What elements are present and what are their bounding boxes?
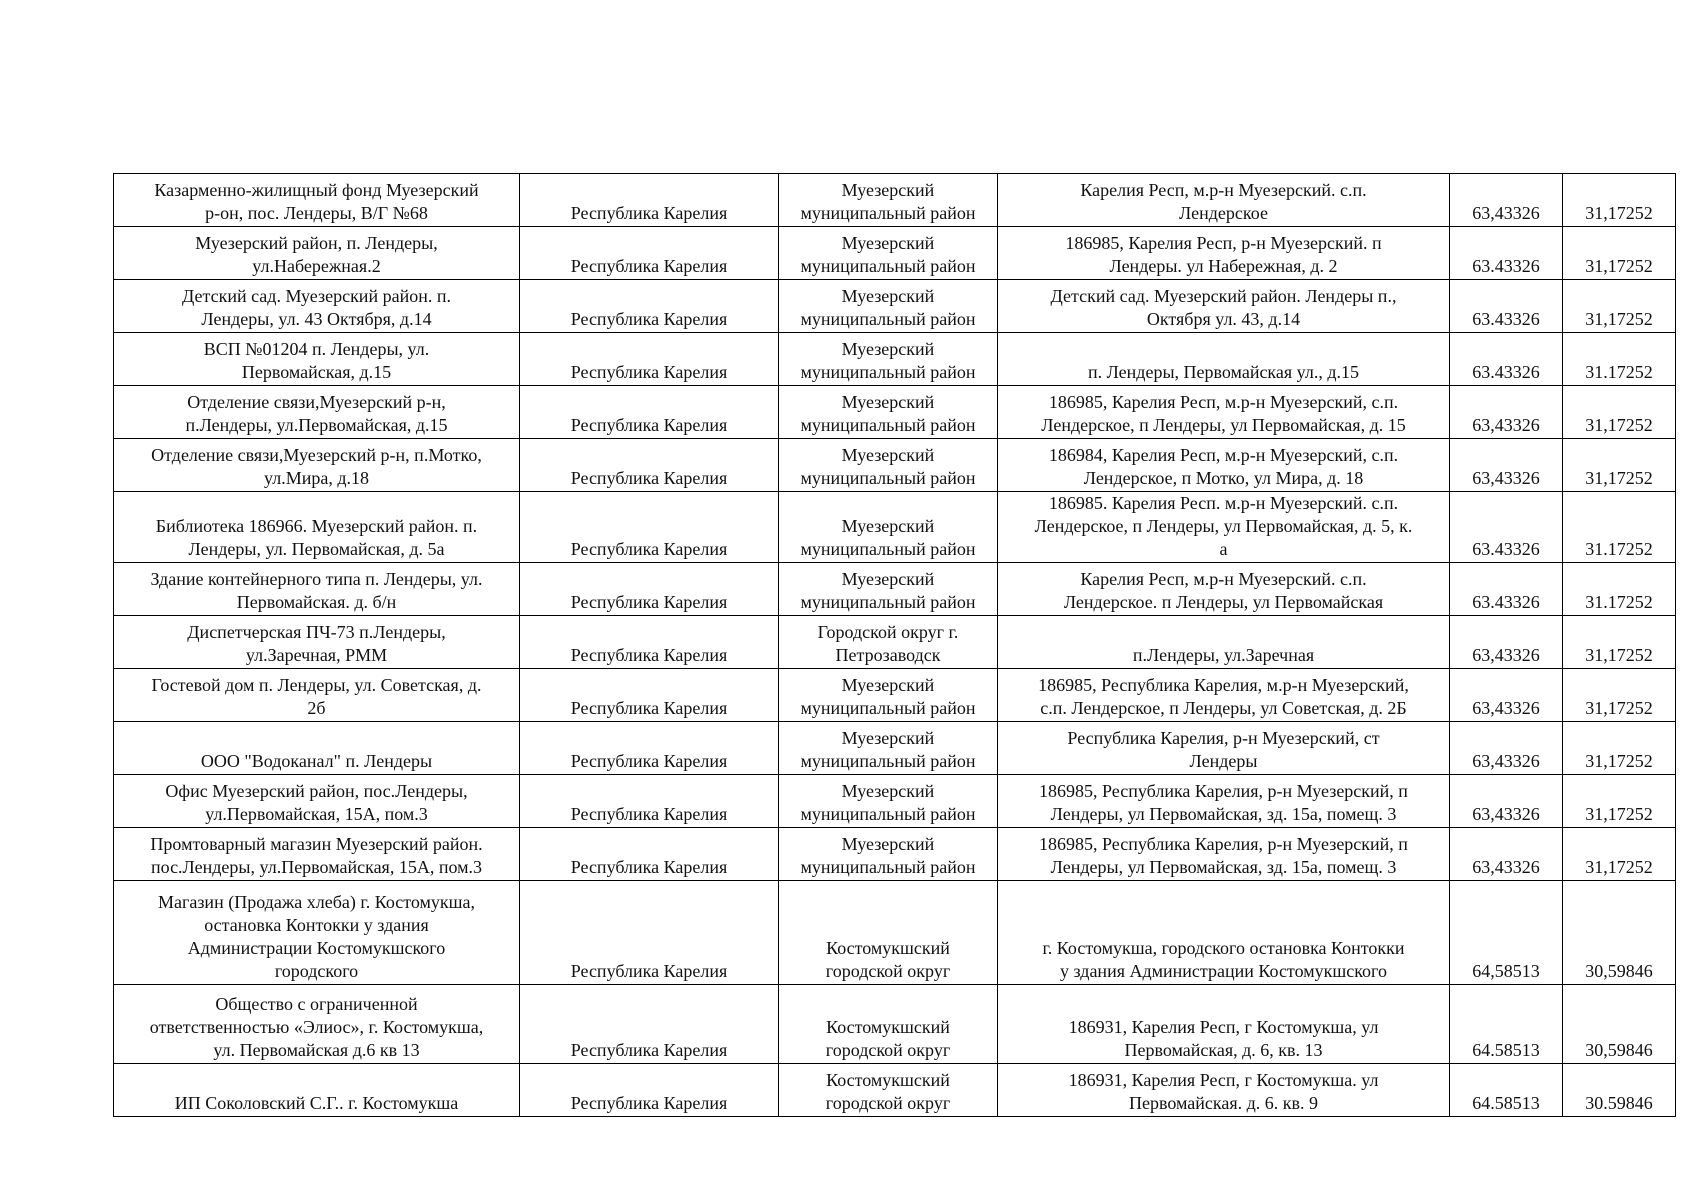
latitude-cell: 63,43326 — [1450, 439, 1563, 492]
object-name-cell: Промтоварный магазин Муезерский район. пос.Лендеры, ул.Первомайская, 15А, пом.3 — [114, 828, 520, 881]
region-cell: Республика Карелия — [520, 386, 779, 439]
object-name-cell: Библиотека 186966. Муезерский район. п. Лендеры, ул. Первомайская, д. 5а — [114, 492, 520, 563]
latitude-cell: 63,43326 — [1450, 722, 1563, 775]
district-cell: Муезерский муниципальный район — [779, 563, 998, 616]
address-cell: 186985, Карелия Респ, р-н Муезерский. п Лендеры. ул Набережная, д. 2 — [998, 227, 1450, 280]
region-cell: Республика Карелия — [520, 439, 779, 492]
latitude-cell: 63,43326 — [1450, 828, 1563, 881]
latitude-cell: 63,43326 — [1450, 174, 1563, 227]
region-cell: Республика Карелия — [520, 1064, 779, 1117]
district-cell: Муезерский муниципальный район — [779, 174, 998, 227]
district-cell: Муезерский муниципальный район — [779, 280, 998, 333]
table-row — [114, 333, 1676, 386]
object-name-cell: Общество с ограниченной ответственностью «Элиос», г. Костомукша, ул. Первомайская д.6 кв 13 — [114, 985, 520, 1064]
region-cell: Республика Карелия — [520, 775, 779, 828]
district-cell: Костомукшский городской округ — [779, 881, 998, 985]
object-registry-table — [113, 173, 1676, 1117]
latitude-cell: 63.43326 — [1450, 563, 1563, 616]
district-cell: Муезерский муниципальный район — [779, 775, 998, 828]
district-cell: Муезерский муниципальный район — [779, 386, 998, 439]
latitude-cell: 63.43326 — [1450, 227, 1563, 280]
latitude-cell: 64.58513 — [1450, 1064, 1563, 1117]
table-row — [114, 439, 1676, 492]
longitude-cell: 30,59846 — [1563, 985, 1676, 1064]
address-cell: 186985, Республика Карелия, р-н Муезерский, п Лендеры, ул Первомайская, зд. 15а, помещ. 3 — [998, 828, 1450, 881]
object-name-cell: Казарменно-жилищный фонд Муезерский р-он, пос. Лендеры, В/Г №68 — [114, 174, 520, 227]
table-row — [114, 492, 1676, 563]
latitude-cell: 63,43326 — [1450, 669, 1563, 722]
table-row — [114, 828, 1676, 881]
address-cell: 186985. Карелия Респ. м.р-н Муезерский. с.п. Лендерское, п Лендеры, ул Первомайская, д. 5, к. а — [998, 492, 1450, 563]
address-cell: г. Костомукша, городского остановка Контокки у здания Администрации Костомукшского — [998, 881, 1450, 985]
latitude-cell: 63.43326 — [1450, 492, 1563, 563]
table-row — [114, 227, 1676, 280]
district-cell: Городской округ г. Петрозаводск — [779, 616, 998, 669]
longitude-cell: 31,17252 — [1563, 669, 1676, 722]
object-name-cell: Диспетчерская ПЧ-73 п.Лендеры, ул.Заречная, РММ — [114, 616, 520, 669]
region-cell: Республика Карелия — [520, 333, 779, 386]
region-cell: Республика Карелия — [520, 722, 779, 775]
object-name-cell: ИП Соколовский С.Г.. г. Костомукша — [114, 1064, 520, 1117]
region-cell: Республика Карелия — [520, 669, 779, 722]
latitude-cell: 63,43326 — [1450, 775, 1563, 828]
latitude-cell: 63,43326 — [1450, 386, 1563, 439]
address-cell: 186985, Республика Карелия, р-н Муезерский, п Лендеры, ул Первомайская, зд. 15а, помещ. 3 — [998, 775, 1450, 828]
district-cell: Муезерский муниципальный район — [779, 333, 998, 386]
table-row — [114, 722, 1676, 775]
latitude-cell: 63.43326 — [1450, 333, 1563, 386]
latitude-cell: 63,43326 — [1450, 616, 1563, 669]
address-cell: п.Лендеры, ул.Заречная — [998, 616, 1450, 669]
district-cell: Муезерский муниципальный район — [779, 669, 998, 722]
address-cell: Республика Карелия, р-н Муезерский, ст Лендеры — [998, 722, 1450, 775]
longitude-cell: 31,17252 — [1563, 616, 1676, 669]
address-cell: п. Лендеры, Первомайская ул., д.15 — [998, 333, 1450, 386]
address-cell: Карелия Респ, м.р-н Муезерский. с.п. Лендерское. п Лендеры, ул Первомайская — [998, 563, 1450, 616]
table-row — [114, 386, 1676, 439]
region-cell: Республика Карелия — [520, 985, 779, 1064]
district-cell: Муезерский муниципальный район — [779, 492, 998, 563]
table-row — [114, 881, 1676, 985]
district-cell: Костомукшский городской округ — [779, 1064, 998, 1117]
region-cell: Республика Карелия — [520, 828, 779, 881]
object-name-cell: Детский сад. Муезерский район. п. Лендеры, ул. 43 Октября, д.14 — [114, 280, 520, 333]
object-name-cell: Офис Муезерский район, пос.Лендеры, ул.Первомайская, 15А, пом.3 — [114, 775, 520, 828]
address-cell: Детский сад. Муезерский район. Лендеры п., Октября ул. 43, д.14 — [998, 280, 1450, 333]
longitude-cell: 31.17252 — [1563, 563, 1676, 616]
longitude-cell: 31,17252 — [1563, 775, 1676, 828]
district-cell: Муезерский муниципальный район — [779, 722, 998, 775]
address-cell: 186985, Карелия Респ, м.р-н Муезерский, с.п. Лендерское, п Лендеры, ул Первомайская, д. 15 — [998, 386, 1450, 439]
object-name-cell: Муезерский район, п. Лендеры, ул.Набережная.2 — [114, 227, 520, 280]
district-cell: Муезерский муниципальный район — [779, 227, 998, 280]
region-cell: Республика Карелия — [520, 492, 779, 563]
object-name-cell: Магазин (Продажа хлеба) г. Костомукша, остановка Контокки у здания Администрации Костомукшского городского — [114, 881, 520, 985]
table-row — [114, 280, 1676, 333]
object-name-cell: ВСП №01204 п. Лендеры, ул. Первомайская, д.15 — [114, 333, 520, 386]
region-cell: Республика Карелия — [520, 227, 779, 280]
longitude-cell: 31,17252 — [1563, 280, 1676, 333]
district-cell: Муезерский муниципальный район — [779, 828, 998, 881]
longitude-cell: 31,17252 — [1563, 828, 1676, 881]
object-name-cell: ООО "Водоканал" п. Лендеры — [114, 722, 520, 775]
latitude-cell: 63.43326 — [1450, 280, 1563, 333]
district-cell: Костомукшский городской округ — [779, 985, 998, 1064]
table-row — [114, 775, 1676, 828]
region-cell: Республика Карелия — [520, 174, 779, 227]
longitude-cell: 31,17252 — [1563, 386, 1676, 439]
object-name-cell: Отделение связи,Муезерский р-н, п.Мотко, ул.Мира, д.18 — [114, 439, 520, 492]
table-row — [114, 616, 1676, 669]
latitude-cell: 64.58513 — [1450, 985, 1563, 1064]
object-name-cell: Гостевой дом п. Лендеры, ул. Советская, д. 2б — [114, 669, 520, 722]
region-cell: Республика Карелия — [520, 563, 779, 616]
object-name-cell: Отделение связи,Муезерский р-н, п.Лендеры, ул.Первомайская, д.15 — [114, 386, 520, 439]
region-cell: Республика Карелия — [520, 616, 779, 669]
address-cell: 186931, Карелия Респ, г Костомукша. ул Первомайская. д. 6. кв. 9 — [998, 1064, 1450, 1117]
longitude-cell: 30.59846 — [1563, 1064, 1676, 1117]
district-cell: Муезерский муниципальный район — [779, 439, 998, 492]
table-row — [114, 563, 1676, 616]
longitude-cell: 31,17252 — [1563, 227, 1676, 280]
table-row — [114, 1064, 1676, 1117]
region-cell: Республика Карелия — [520, 881, 779, 985]
address-cell: Карелия Респ, м.р-н Муезерский. с.п. Лендерское — [998, 174, 1450, 227]
address-cell: 186984, Карелия Респ, м.р-н Муезерский, с.п. Лендерское, п Мотко, ул Мира, д. 18 — [998, 439, 1450, 492]
longitude-cell: 31,17252 — [1563, 722, 1676, 775]
longitude-cell: 31,17252 — [1563, 174, 1676, 227]
table-row — [114, 669, 1676, 722]
longitude-cell: 31.17252 — [1563, 492, 1676, 563]
latitude-cell: 64,58513 — [1450, 881, 1563, 985]
longitude-cell: 31.17252 — [1563, 333, 1676, 386]
table-row — [114, 174, 1676, 227]
address-cell: 186985, Республика Карелия, м.р-н Муезерский, с.п. Лендерское, п Лендеры, ул Советская, д. 2Б — [998, 669, 1450, 722]
longitude-cell: 30,59846 — [1563, 881, 1676, 985]
object-name-cell: Здание контейнерного типа п. Лендеры, ул. Первомайская. д. б/н — [114, 563, 520, 616]
longitude-cell: 31,17252 — [1563, 439, 1676, 492]
region-cell: Республика Карелия — [520, 280, 779, 333]
address-cell: 186931, Карелия Респ, г Костомукша, ул Первомайская, д. 6, кв. 13 — [998, 985, 1450, 1064]
table-row — [114, 985, 1676, 1064]
